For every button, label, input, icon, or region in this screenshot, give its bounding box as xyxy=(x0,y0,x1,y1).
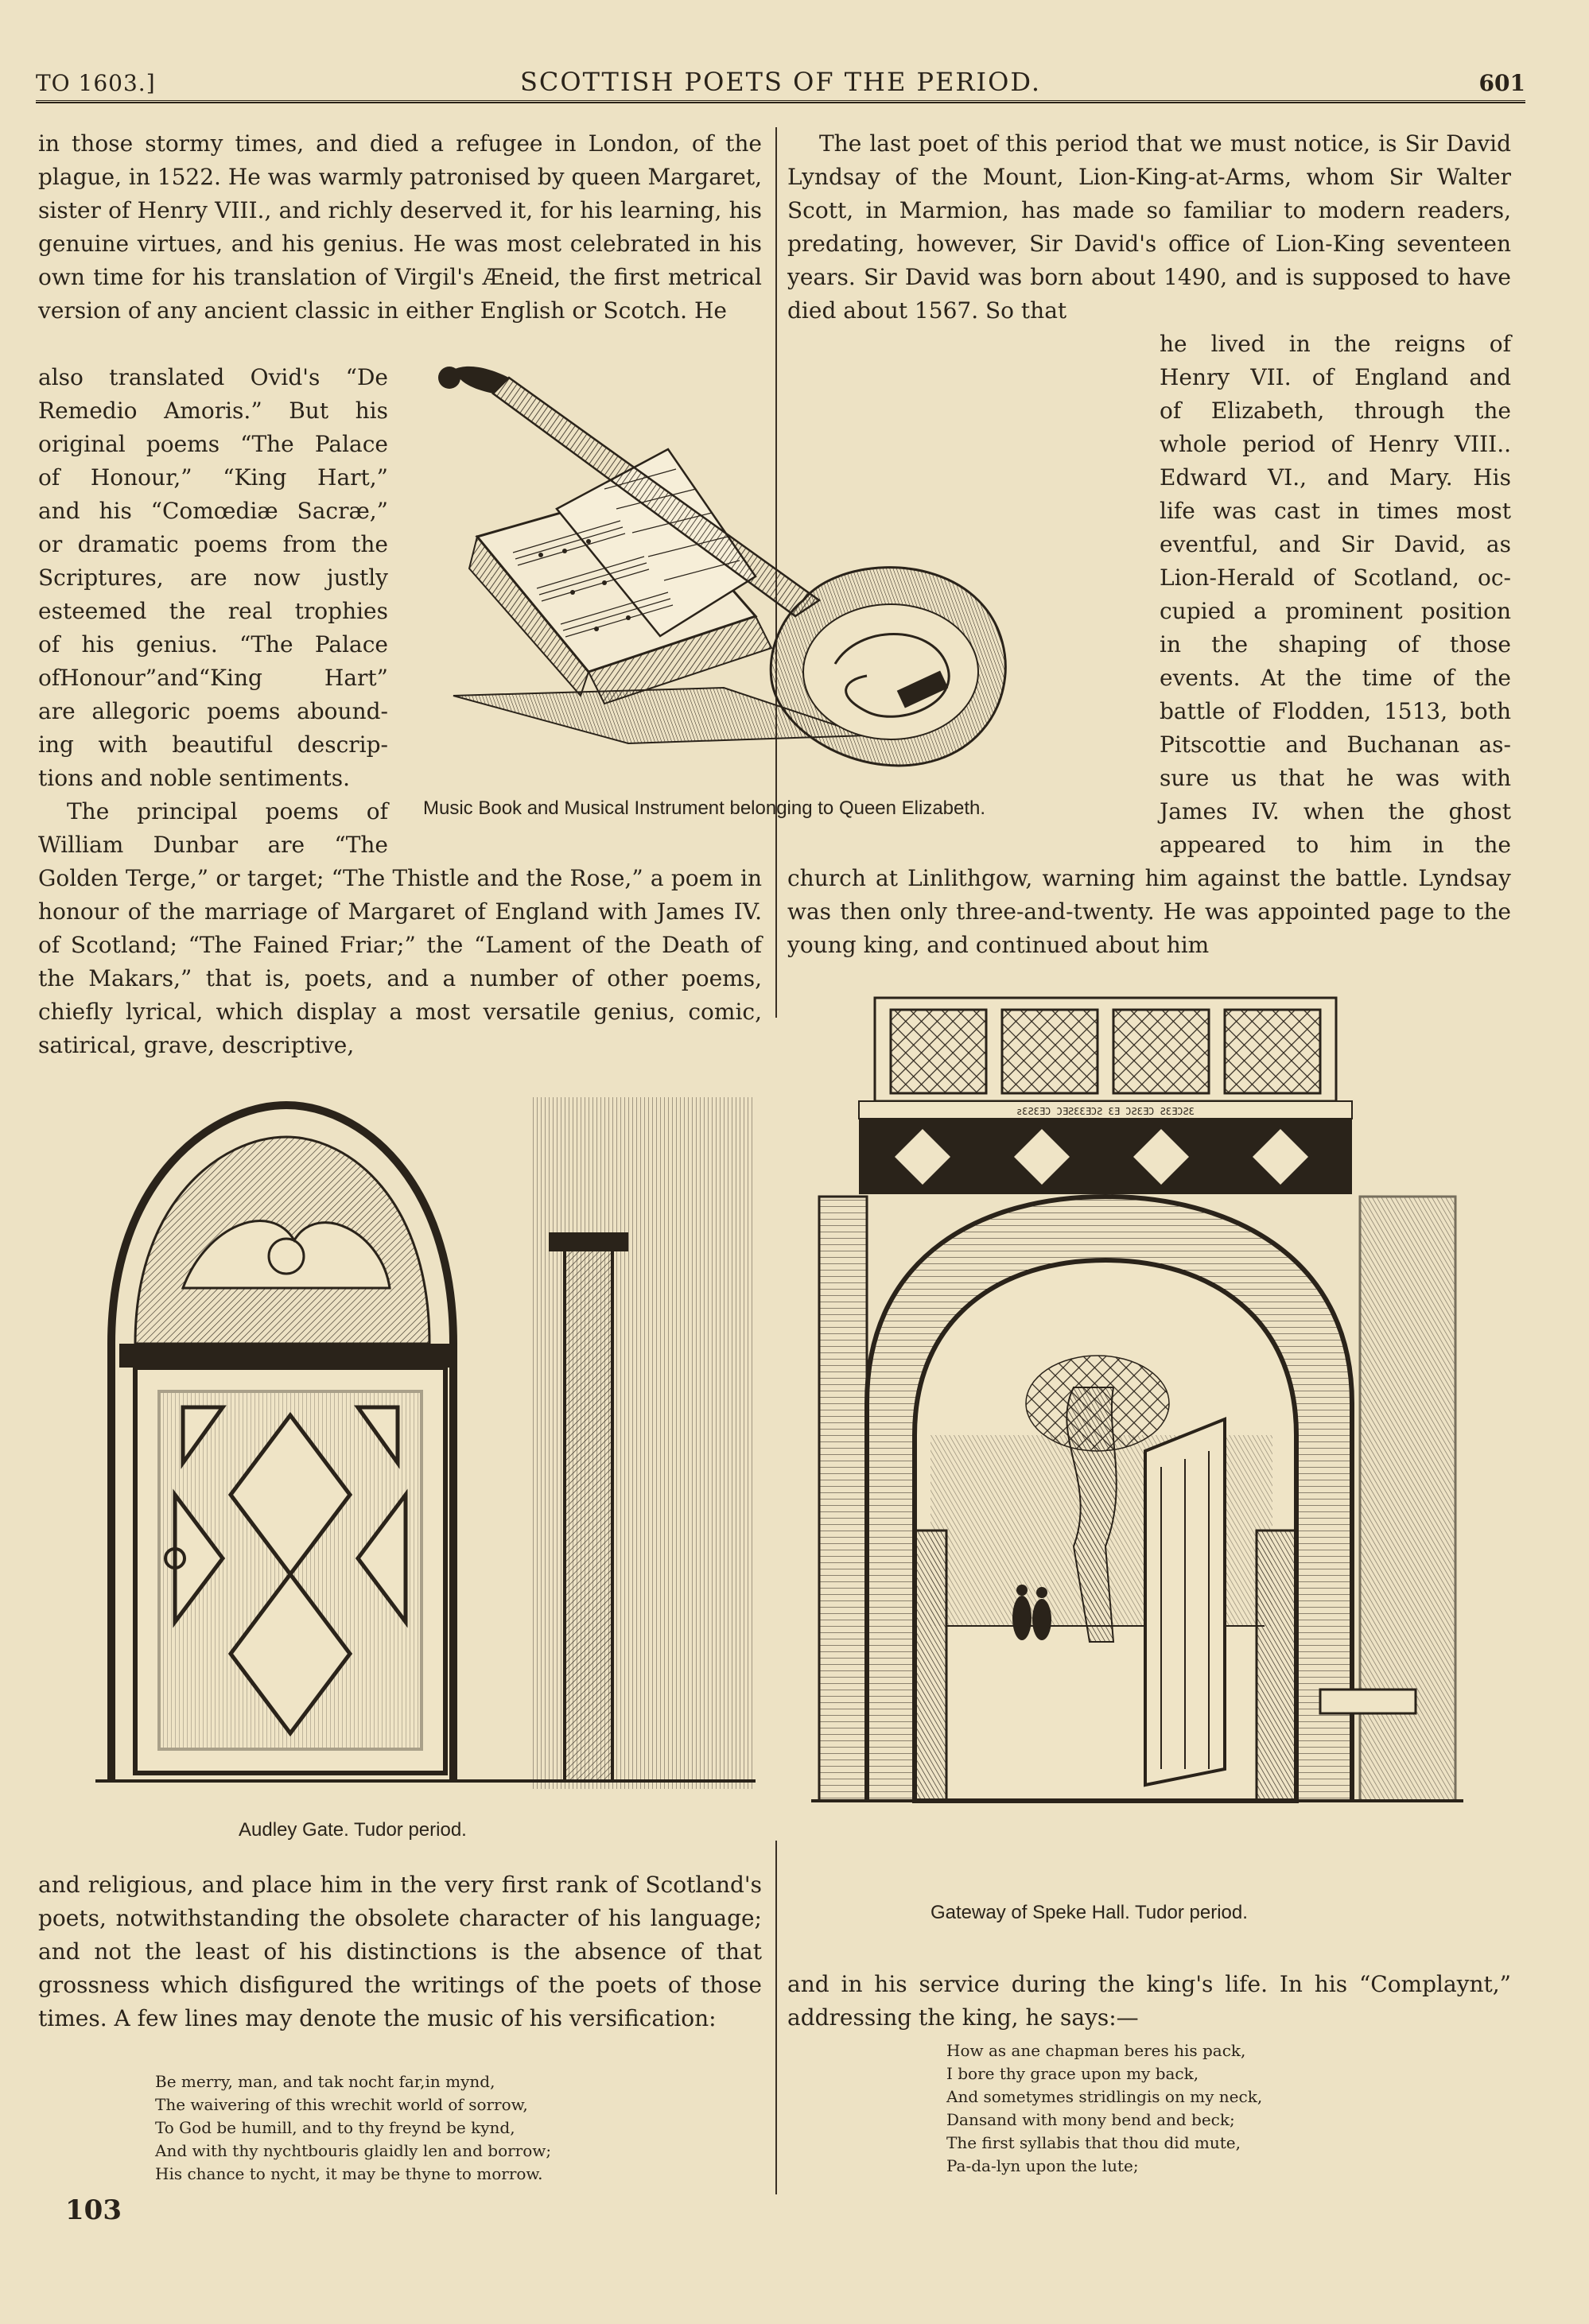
music-book-instrument-engraving xyxy=(422,362,1153,807)
right-wrap-line: James IV. when the ghost xyxy=(1160,798,1511,824)
left-wrap-line: also translated Ovid's “De xyxy=(38,364,388,390)
left-wrap-line: ofHonour”and“King Hart” xyxy=(38,665,388,691)
left-paragraph-3: and religious, and place him in the very first rank of Scotland's poets, notwithstanding the obsolete character of his language; and not the least of his distinctions is the absence of that grossness which disfigured the writings of the poets of those times. A few lines may denote the music of his versification: xyxy=(38,1872,762,2031)
left-wrap-line: esteemed the real trophies xyxy=(38,598,388,624)
right-wrap-line: he lived in the reigns of xyxy=(1160,331,1511,357)
right-paragraph-1-continued: church at Linlithgow, warning him against the battle. Lyndsay was then only three-and-twenty. He was appointed page to the young king, and continued about him xyxy=(787,865,1511,958)
verse-line: And sometymes stridlingis on my neck, xyxy=(946,2087,1263,2106)
left-paragraph-1: in those stormy times, and died a refugee in London, of the plague, in 1522. He was warmly patronised by queen Margaret, sister of Henry VIII., and richly deserved it, for his learning, his genuine virtues, and his genius. He was most celebrated in his own time for his translation of Virgil's Æneid, the first metrical version of any ancient classic in either English or Scotch. He xyxy=(38,130,762,324)
left-wrap-line: ing with beautiful descrip- xyxy=(38,731,388,758)
left-wrap-line: original poems “The Palace xyxy=(38,431,388,457)
right-wrap-line: cupied a prominent position xyxy=(1160,598,1511,624)
right-wrap-line: life was cast in times most xyxy=(1160,498,1511,524)
left-wrap-line: tions and noble sentiments. xyxy=(38,765,351,791)
verse-line: The waivering of this wrechit world of sorrow, xyxy=(155,2095,528,2114)
left-wrap-line: Remedio Amoris.” But his xyxy=(38,398,388,424)
header-page-number: 601 xyxy=(1478,70,1525,96)
column-divider-bottom xyxy=(775,1841,777,2194)
right-wrap-line: events. At the time of the xyxy=(1160,665,1511,691)
verse-line: His chance to nycht, it may be thyne to morrow. xyxy=(155,2164,543,2183)
right-paragraph-1: The last poet of this period that we must notice, is Sir David Lyndsay of the Mount, Lion-King-at-Arms, whom Sir Walter Scott, in Marmion, has made so familiar to modern readers, predating, however, Sir David's office of Lion-King seventeen years. Sir David was born about 1490, and is supposed to have died about 1567. So that xyxy=(787,130,1511,324)
right-wrap-line: Edward VI., and Mary. His xyxy=(1160,464,1511,491)
header-rule xyxy=(36,100,1525,103)
audley-door xyxy=(135,1368,445,1773)
speke-inscription: ƨƐƧƐƎƆ ƆƎƧƐƐƎƆƧ ƐƎ ƆƧƐƎƆ ƧƐƎƆƧƐ xyxy=(1016,1106,1195,1117)
right-wrap-line: Pitscottie and Buchanan as- xyxy=(1160,731,1511,758)
speke-figure-caption: Gateway of Speke Hall. Tudor period. xyxy=(930,1902,1248,1923)
music-figure-caption: Music Book and Musical Instrument belonging to Queen Elizabeth. xyxy=(423,797,986,819)
verse-line: How as ane chapman beres his pack, xyxy=(946,2041,1246,2060)
left-wrap-line: William Dunbar are “The xyxy=(38,832,388,858)
left-wrap-text xyxy=(38,361,388,862)
leaded-windows xyxy=(875,998,1336,1101)
left-wrap-line: of his genius. “The Palace xyxy=(38,631,388,658)
verse-line: I bore thy grace upon my back, xyxy=(946,2064,1199,2083)
audley-figure-caption: Audley Gate. Tudor period. xyxy=(239,1819,467,1841)
right-paragraph-2: and in his service during the king's life. In his “Complaynt,” addressing the king, he says:— xyxy=(787,1971,1511,2031)
right-wrap-line: Henry VII. of England and xyxy=(1160,364,1511,390)
header-date-range: TO 1603.] xyxy=(36,70,156,96)
left-wrap-line: The principal poems of xyxy=(67,798,388,824)
left-wrap-line: Scriptures, are now justly xyxy=(38,565,388,591)
left-wrap-line: and his “Comœdiæ Sacræ,” xyxy=(38,498,388,524)
dunbar-verse xyxy=(155,2070,551,2186)
right-wrap-line: whole period of Henry VIII.. xyxy=(1160,431,1511,457)
left-wrap-line: or dramatic poems from the xyxy=(38,531,388,557)
header-title: SCOTTISH POETS OF THE PERIOD. xyxy=(519,67,1042,97)
right-wrap-line: appeared to him in the xyxy=(1160,832,1511,858)
verse-line: Be merry, man, and tak nocht far,in mynd, xyxy=(155,2072,495,2091)
right-wrap-line: battle of Flodden, 1513, both xyxy=(1160,698,1511,724)
left-wrap-line: are allegoric poems abound- xyxy=(38,698,388,724)
right-wrap-line: Lion-Herald of Scotland, oc- xyxy=(1160,565,1511,591)
verse-line: And with thy nychtbouris glaidly len and borrow; xyxy=(155,2141,552,2160)
verse-line: To God be humill, and to thy freynd be kynd, xyxy=(155,2118,515,2137)
verse-line: Pa-da-lyn upon the lute; xyxy=(946,2156,1139,2175)
left-wrap-line: of Honour,” “King Hart,” xyxy=(38,464,388,491)
right-wrap-line: of Elizabeth, through the xyxy=(1160,398,1511,424)
right-wrap-line: in the shaping of those xyxy=(1160,631,1511,658)
audley-gate-engraving xyxy=(87,1081,763,1805)
folio-number: 103 xyxy=(65,2194,122,2226)
running-header xyxy=(36,67,1525,103)
left-paragraph-2: Golden Terge,” or target; “The Thistle and the Rose,” a poem in honour of the marriage of Margaret of England with James IV. of Scotland; “The Fained Friar;” the “Lament of the Death of the Makars,” that is, poets, and a number of other poems, chiefly lyrical, which display a most versatile genius, comic, satirical, grave, descriptive, xyxy=(38,865,762,1058)
right-wrap-line: eventful, and Sir David, as xyxy=(1160,531,1511,557)
right-wrap-line: sure us that he was with xyxy=(1160,765,1511,791)
speke-hall-gateway-engraving xyxy=(811,990,1463,1813)
verse-line: Dansand with mony bend and beck; xyxy=(946,2110,1235,2129)
lyndsay-verse xyxy=(946,2039,1262,2178)
right-wrap-text xyxy=(1160,328,1511,862)
verse-line: The first syllabis that thou did mute, xyxy=(946,2133,1241,2152)
